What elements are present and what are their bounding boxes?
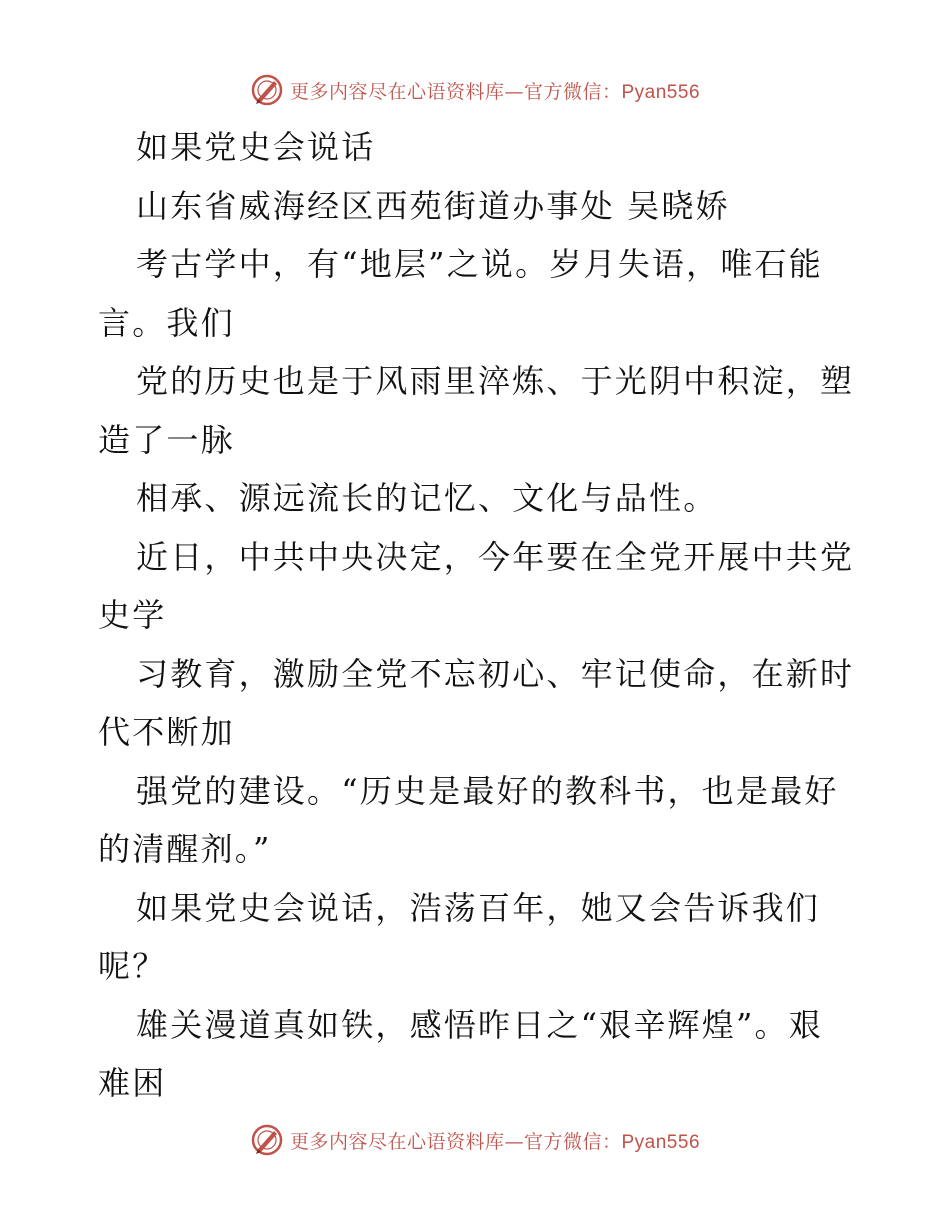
red-pen-seal-icon (250, 73, 284, 107)
document-author: 山东省威海经区西苑街道办事处 吴晓娇 (136, 186, 730, 225)
footer-banner (0, 1120, 950, 1160)
footer-banner-handle: Pyan556 (621, 1131, 701, 1153)
document-title: 如果党史会说话 (136, 128, 376, 166)
paragraph-line: 呢？ (98, 947, 167, 985)
paragraph-line: 强党的建设。“历史是最好的教科书，也是最好 (136, 771, 839, 810)
red-pen-seal-icon (250, 1123, 284, 1157)
header-banner-handle: Pyan556 (621, 81, 701, 103)
header-banner (0, 70, 950, 110)
footer-banner-text: 更多内容尽在心语资料库—官方微信： (289, 1130, 622, 1153)
paragraph-line: 党的历史也是于风雨里淬炼、于光阴中积淀，塑 (136, 362, 855, 400)
paragraph-line: 史学 (98, 596, 167, 634)
paragraph-line: 考古学中，有“地层”之说。岁月失语，唯石能 (136, 245, 823, 283)
document-body (98, 118, 858, 1113)
header-banner-text: 更多内容尽在心语资料库—官方微信： (289, 80, 622, 103)
paragraph-line: 相承、源远流长的记忆、文化与品性。 (136, 479, 718, 517)
paragraph-line: 如果党史会说话，浩荡百年，她又会告诉我们 (136, 888, 821, 927)
paragraph-line: 难困 (98, 1064, 167, 1102)
paragraph-line: 言。我们 (98, 303, 235, 342)
paragraph-line: 代不断加 (98, 713, 235, 751)
paragraph-line: 雄关漫道真如铁，感悟昨日之“艰辛辉煌”。艰 (136, 1005, 823, 1044)
paragraph-line: 造了一脉 (98, 420, 235, 459)
paragraph-line: 的清醒剂。” (98, 830, 272, 868)
paragraph-line: 习教育，激励全党不忘初心、牢记使命，在新时 (136, 654, 855, 693)
paragraph-line: 近日，中共中央决定，今年要在全党开展中共党 (136, 537, 855, 576)
